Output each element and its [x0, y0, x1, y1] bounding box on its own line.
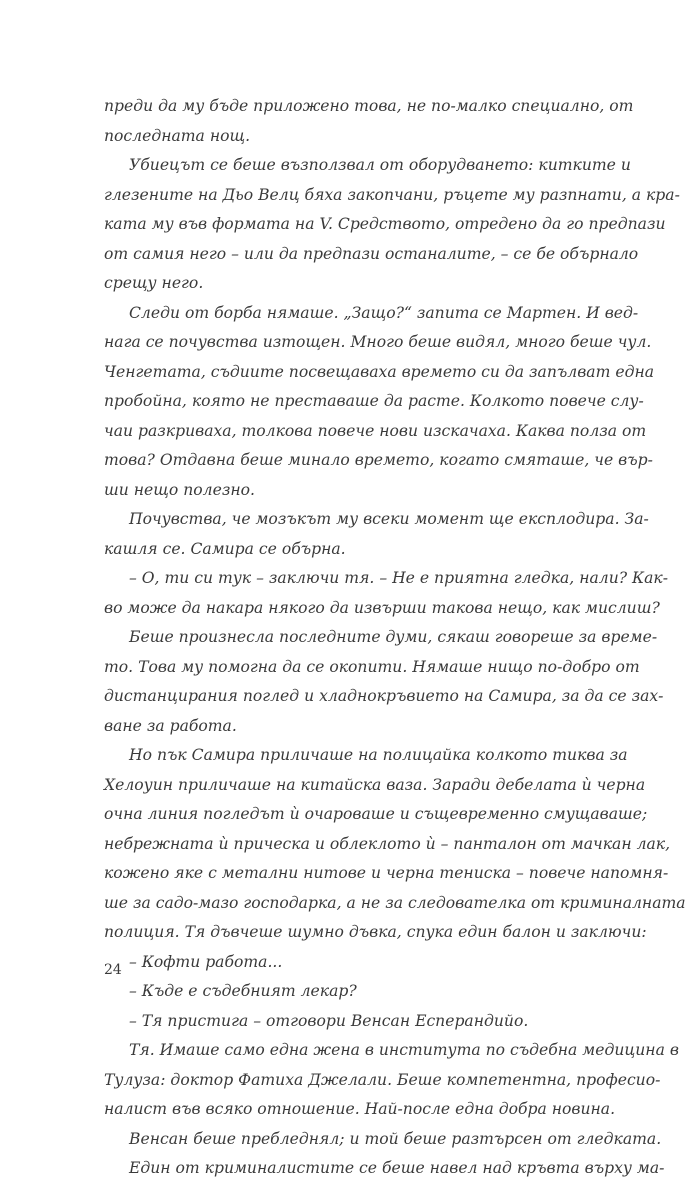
text-line: нага се почувства изтощен. Много беше видял, много беше чул. — [104, 333, 652, 351]
text-line: небрежната ѝ прическа и облеклото ѝ – панталон от мачкан лак, — [104, 834, 671, 853]
text-line: ване за работа. — [104, 716, 237, 735]
text-line: това? Отдавна беше минало времето, когато смяташе, че вър- — [104, 451, 653, 469]
text-line: Хелоуин приличаше на китайска ваза. Заради дебелата ѝ черна — [104, 775, 646, 794]
text-line: Венсан беше пребледнял; и той беше разтърсен от гледката. — [129, 1129, 662, 1148]
text-line: от самия него – или да предпази останалите, – се бе обърнало — [104, 244, 639, 263]
text-line: Следи от борба нямаше. „Защо?“ запита се Мартен. И вед- — [129, 303, 639, 322]
text-line: дистанцирания поглед и хладнокръвието на Самира, за да се зах- — [104, 687, 664, 705]
text-line: – Къде е съдебният лекар? — [129, 982, 357, 1000]
text-line: преди да му бъде приложено това, не по-малко специално, от — [104, 97, 634, 115]
text-line: пробойна, която не преставаше да расте. Колкото повече слу- — [104, 392, 644, 410]
text-line: во може да накара някого да извърши такова нещо, как мислиш? — [104, 598, 660, 617]
text-line: срещу него. — [104, 274, 204, 292]
text-line: последната нощ. — [104, 126, 251, 145]
text-line: Беше произнесла последните думи, сякаш говореше за време- — [129, 628, 658, 646]
text-line: Убиецът се беше възползвал от оборудването: китките и — [129, 156, 631, 174]
text-line: Тулуза: доктор Фатиха Джелали. Беше компетентна, професио- — [104, 1070, 661, 1089]
text-line: Но пък Самира приличаше на полицайка колкото тиква за — [129, 746, 628, 764]
text-line: чаи разкриваха, толкова повече нови изскачаха. Каква полза от — [104, 421, 647, 440]
text-line: то. Това му помогна да се окопити. Нямаше нищо по-добро от — [104, 657, 640, 676]
text-line: Почувства, че мозъкът му всеки момент ще експлодира. За- — [129, 510, 649, 528]
text-line: ше за садо-мазо господарка, а не за следователка от криминалната — [104, 893, 686, 912]
page-number: 24 — [104, 962, 122, 978]
text-line: очна линия погледът ѝ очароваше и същевременно смущаваше; — [104, 805, 648, 823]
text-line: – Кофти работа... — [129, 952, 283, 971]
text-line: ши нещо полезно. — [104, 480, 255, 499]
text-line: глезените на Дьо Велц бяха закопчани, ръцете му разпнати, а кра- — [104, 185, 680, 204]
text-line: Тя. Имаше само една жена в института по съдебна медицина в — [129, 1041, 679, 1059]
text-line: – О, ти си тук – заключи тя. – Не е приятна гледка, нали? Как- — [129, 569, 668, 587]
text-line: кашля се. Самира се обърна. — [104, 539, 346, 558]
text-line: Ченгетата, съдиите посвещаваха времето си да запълват една — [104, 362, 655, 381]
text-line: ката му във формата на V. Средството, отредено да го предпази — [104, 215, 666, 233]
text-line: налист във всяко отношение. Най-после една добра новина. — [104, 1100, 616, 1118]
text-line: полиция. Тя дъвчеше шумно дъвка, спука един балон и заключи: — [104, 923, 647, 941]
text-line: – Тя пристига – отговори Венсан Есперандийо. — [129, 1011, 529, 1030]
text-line: Един от криминалистите се беше навел над кръвта върху ма- — [129, 1159, 665, 1177]
text-line: кожено яке с метални нитове и черна тениска – повече напомня- — [104, 864, 669, 882]
body-text — [104, 92, 686, 1184]
